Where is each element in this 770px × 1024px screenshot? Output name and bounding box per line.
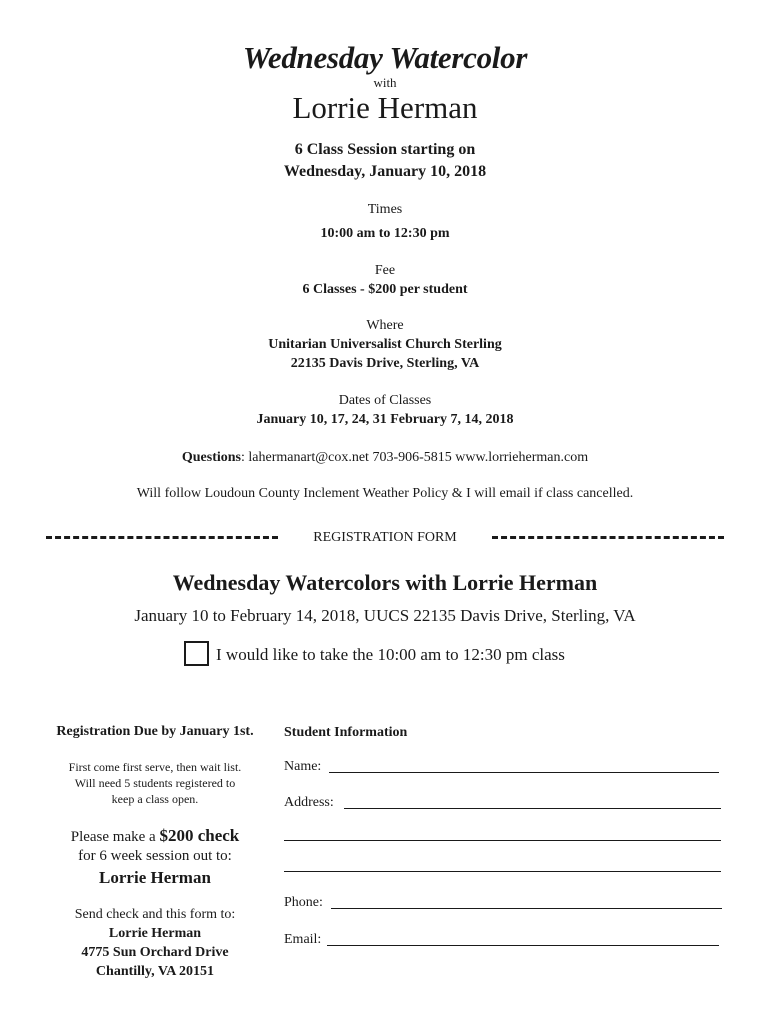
fee-label: Fee bbox=[374, 263, 396, 278]
address-field-line-2[interactable] bbox=[284, 840, 721, 841]
waitlist-note-2: Will need 5 students registered to bbox=[74, 776, 236, 790]
registration-form-heading bbox=[0, 530, 770, 546]
mail-city: Chantilly, VA 20151 bbox=[95, 964, 215, 979]
form-subtitle: January 10 to February 14, 2018, UUCS 22135 Davis Drive, Sterling, VA bbox=[134, 606, 636, 625]
questions-label: Questions bbox=[181, 450, 241, 465]
check-line-1 bbox=[40, 826, 270, 846]
check-amount: $200 check bbox=[159, 826, 240, 845]
registration-form-label: REGISTRATION FORM bbox=[307, 530, 463, 545]
send-label: Send check and this form to: bbox=[74, 907, 236, 922]
waitlist-note-3: keep a class open. bbox=[111, 792, 199, 806]
questions-contact: : lahermanart@cox.net 703-906-5815 www.lorrieherman.com bbox=[241, 450, 589, 465]
where-value-1: Unitarian Universalist Church Sterling bbox=[268, 337, 502, 352]
email-field[interactable] bbox=[327, 945, 719, 946]
check-prefix: Please make a bbox=[70, 829, 160, 845]
questions-line bbox=[0, 450, 770, 466]
session-line-1: 6 Class Session starting on bbox=[294, 141, 476, 158]
page-title: Wednesday Watercolor bbox=[242, 40, 528, 75]
mail-name: Lorrie Herman bbox=[108, 926, 202, 941]
student-info-heading: Student Information bbox=[284, 725, 408, 740]
address-field[interactable] bbox=[344, 808, 721, 809]
times-value: 10:00 am to 12:30 pm bbox=[320, 226, 450, 241]
name-label: Name: bbox=[284, 759, 322, 774]
fee-value: 6 Classes - $200 per student bbox=[302, 282, 468, 297]
with-label: with bbox=[373, 75, 397, 90]
where-label: Where bbox=[366, 318, 404, 333]
address-label: Address: bbox=[284, 795, 334, 810]
instructor-name: Lorrie Herman bbox=[292, 90, 478, 125]
registration-due: Registration Due by January 1st. bbox=[56, 724, 254, 739]
class-checkbox-label: I would like to take the 10:00 am to 12:30 pm class bbox=[216, 645, 565, 664]
weather-policy: Will follow Loudoun County Inclement Weather Policy & I will email if class cancelled. bbox=[136, 486, 634, 501]
dates-value: January 10, 17, 24, 31 February 7, 14, 2018 bbox=[256, 412, 514, 427]
payee-name: Lorrie Herman bbox=[99, 868, 211, 887]
where-value-2: 22135 Davis Drive, Sterling, VA bbox=[290, 356, 480, 371]
form-title: Wednesday Watercolors with Lorrie Herman bbox=[172, 570, 598, 595]
waitlist-note-1: First come first serve, then wait list. bbox=[68, 760, 242, 774]
name-field[interactable] bbox=[329, 772, 719, 773]
session-line-2: Wednesday, January 10, 2018 bbox=[283, 163, 487, 180]
phone-label: Phone: bbox=[284, 895, 323, 910]
times-label: Times bbox=[367, 202, 403, 217]
dates-label: Dates of Classes bbox=[338, 393, 432, 408]
class-checkbox[interactable] bbox=[184, 641, 209, 666]
phone-field[interactable] bbox=[331, 908, 722, 909]
email-label: Email: bbox=[284, 932, 322, 947]
address-field-line-3[interactable] bbox=[284, 871, 721, 872]
check-line-2: for 6 week session out to: bbox=[78, 848, 232, 864]
mail-street: 4775 Sun Orchard Drive bbox=[81, 945, 229, 960]
